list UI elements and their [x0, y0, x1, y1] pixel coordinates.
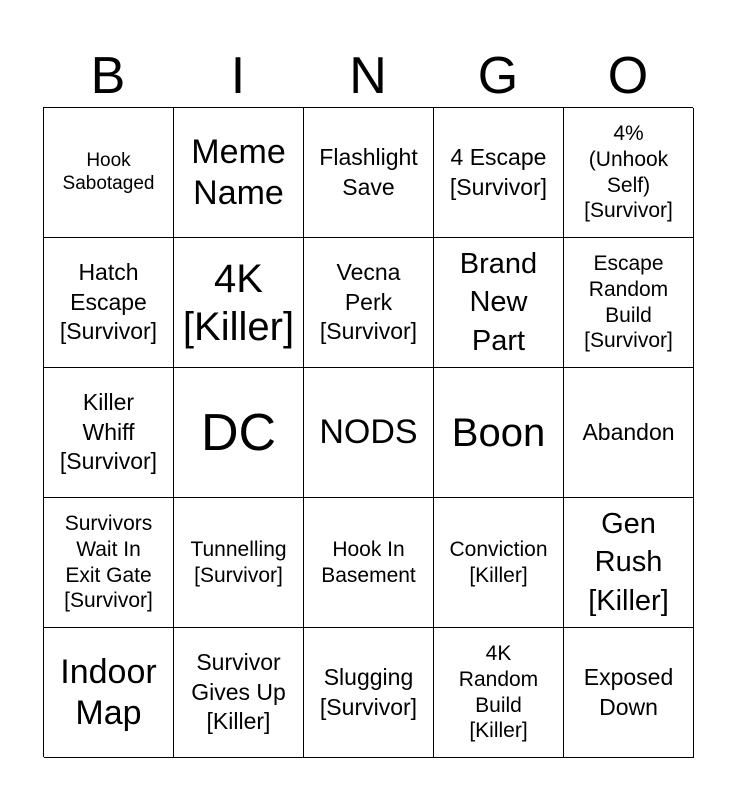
- cell-label: Survivor Gives Up [Killer]: [191, 648, 286, 735]
- cell-label: Indoor Map: [60, 652, 157, 732]
- cell-label: Abandon: [582, 418, 675, 445]
- cell-label: Hook In Basement: [321, 537, 416, 587]
- bingo-cell-r3c2[interactable]: [174, 368, 304, 498]
- bingo-board: [43, 107, 693, 757]
- bingo-cell-r3c5[interactable]: [564, 368, 694, 498]
- bingo-cell-r5c4[interactable]: [434, 628, 564, 758]
- cell-label: 4% (Unhook Self) [Survivor]: [584, 122, 673, 223]
- bingo-cell-r5c3[interactable]: [304, 628, 434, 758]
- cell-label: Exposed Down: [583, 663, 674, 720]
- bingo-cell-r4c4[interactable]: [434, 498, 564, 628]
- cell-label: NODS: [319, 413, 418, 452]
- cell-label: Hook Sabotaged: [62, 149, 155, 194]
- bingo-cell-r1c5[interactable]: [564, 108, 694, 238]
- cell-label: Escape Random Build [Survivor]: [584, 252, 673, 353]
- bingo-cell-r2c2[interactable]: [174, 238, 304, 368]
- cell-label: 4 Escape [Survivor]: [449, 143, 548, 200]
- header-letter-n: N: [349, 47, 387, 105]
- cell-label: Flashlight Save: [319, 143, 418, 200]
- bingo-cell-r1c2[interactable]: [174, 108, 304, 238]
- cell-label: Brand New Part: [459, 248, 538, 357]
- cell-label: DC: [200, 403, 277, 462]
- bingo-cell-r2c4[interactable]: [434, 238, 564, 368]
- cell-label: Boon: [451, 410, 546, 455]
- header-letter-g: G: [477, 47, 519, 105]
- bingo-cell-r5c5[interactable]: [564, 628, 694, 758]
- bingo-cell-r3c1[interactable]: [44, 368, 174, 498]
- cell-label: 4K Random Build [Killer]: [458, 642, 539, 743]
- cell-label: Hatch Escape [Survivor]: [59, 258, 158, 345]
- cell-label: Meme Name: [191, 132, 286, 212]
- bingo-cell-r2c3[interactable]: [304, 238, 434, 368]
- cell-label: Killer Whiff [Survivor]: [59, 388, 158, 475]
- bingo-cell-r5c2[interactable]: [174, 628, 304, 758]
- cell-label: 4K [Killer]: [182, 256, 295, 349]
- bingo-cell-r4c2[interactable]: [174, 498, 304, 628]
- bingo-cell-r5c1[interactable]: [44, 628, 174, 758]
- cell-label: Slugging [Survivor]: [319, 663, 418, 720]
- cell-label: Conviction [Killer]: [449, 537, 548, 587]
- bingo-cell-r3c4[interactable]: [434, 368, 564, 498]
- bingo-cell-r3c3[interactable]: [304, 368, 434, 498]
- bingo-cell-r1c3[interactable]: [304, 108, 434, 238]
- bingo-cell-r4c3[interactable]: [304, 498, 434, 628]
- cell-label: Gen Rush [Killer]: [588, 508, 669, 617]
- bingo-cell-r4c1[interactable]: [44, 498, 174, 628]
- bingo-header: [43, 44, 693, 108]
- header-letter-b: B: [90, 47, 126, 105]
- cell-label: Tunnelling [Survivor]: [190, 537, 287, 587]
- bingo-cell-r2c1[interactable]: [44, 238, 174, 368]
- bingo-cell-r1c4[interactable]: [434, 108, 564, 238]
- header-letter-i: I: [230, 47, 246, 105]
- bingo-cell-r2c5[interactable]: [564, 238, 694, 368]
- bingo-cell-r4c5[interactable]: [564, 498, 694, 628]
- header-letter-o: O: [607, 47, 649, 105]
- bingo-cell-r1c1[interactable]: [44, 108, 174, 238]
- cell-label: Vecna Perk [Survivor]: [319, 258, 418, 345]
- cell-label: Survivors Wait In Exit Gate [Survivor]: [64, 512, 153, 613]
